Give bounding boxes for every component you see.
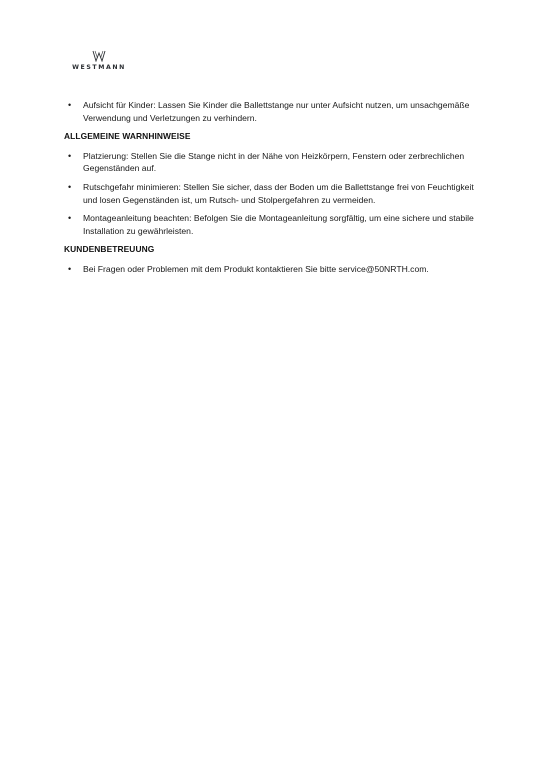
list-item-text: Rutschgefahr minimieren: Stellen Sie sicher, dass der Boden um die Ballettstange frei von Feuchtigkeit und losen Gegenständen ist, um Rutsch- und Stolpergefahren zu vermeiden. — [83, 181, 474, 205]
bullet-icon: • — [68, 181, 72, 192]
list-item-text: Aufsicht für Kinder: Lassen Sie Kinder die Ballettstange nur unter Aufsicht nutzen, um unsachgemäße Verwendung und Verletzungen zu verhindern. — [83, 100, 470, 123]
list-item — [64, 263, 484, 276]
intro-bullet-list — [64, 99, 484, 124]
bullet-icon: • — [68, 263, 72, 274]
document-body — [64, 99, 484, 282]
section-heading-customer-service: KUNDENBETREUUNG — [64, 244, 155, 255]
logo-mark-icon — [92, 50, 106, 62]
bullet-icon: • — [68, 213, 72, 224]
list-item — [64, 99, 484, 124]
list-item-text: Platzierung: Stellen Sie die Stange nicht in der Nähe von Heizkörpern, Fenstern oder zerbrechlichen Gegenständen auf. — [83, 150, 465, 174]
brand-logo — [68, 50, 130, 71]
list-item-text: Montageanleitung beachten: Befolgen Sie die Montageanleitung sorgfältig, um eine sichere und stabile Installation zu gewährleisten. — [83, 213, 474, 236]
logo-wordmark: WESTMANN — [72, 64, 126, 71]
list-item — [64, 181, 484, 206]
bullet-icon: • — [68, 100, 72, 110]
list-item — [64, 150, 484, 175]
section-heading-warnings: ALLGEMEINE WARNHINWEISE — [64, 131, 191, 142]
customer-service-bullet-list — [64, 263, 484, 276]
warnings-bullet-list — [64, 150, 484, 238]
list-item-text: Bei Fragen oder Problemen mit dem Produkt kontaktieren Sie bitte service@50NRTH.com. — [83, 263, 429, 274]
bullet-icon: • — [68, 150, 72, 161]
list-item — [64, 212, 484, 237]
